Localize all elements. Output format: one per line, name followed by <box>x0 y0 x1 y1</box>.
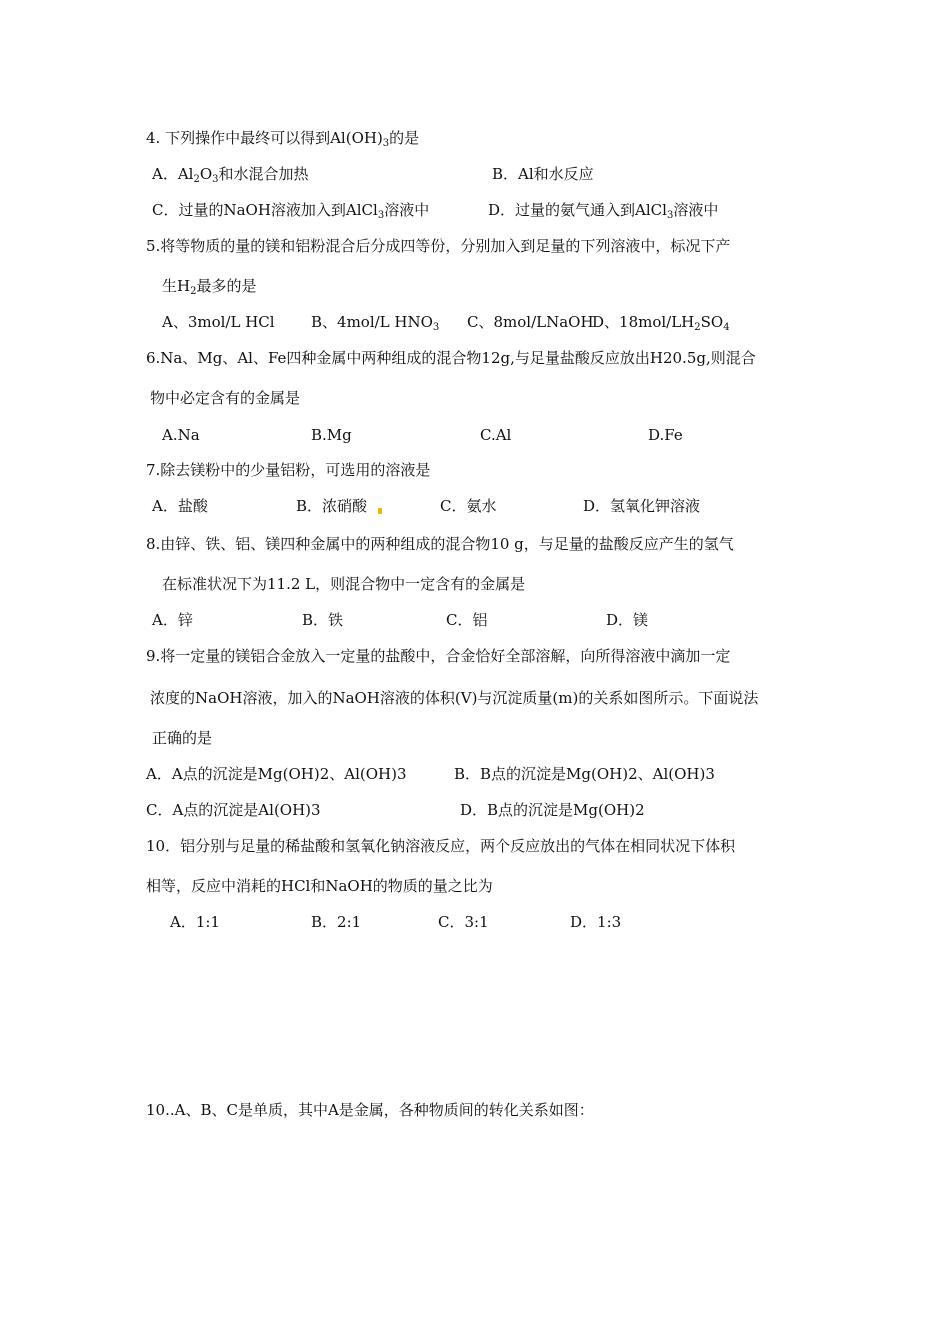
q4-option-d: D．过量的氨气通入到AlCl$_3$溶液中 <box>488 201 719 221</box>
q5-option-a: A、3mol/L HCl <box>162 313 275 331</box>
q9-option-c: C．A点的沉淀是Al(OH)3 <box>146 801 321 819</box>
q9-stem-line2: 浓度的NaOH溶液，加入的NaOH溶液的体积(V)与沉淀质量(m)的关系如图所示。下面说法 <box>150 689 759 707</box>
q8-option-c: C．铝 <box>446 611 488 629</box>
highlight-mark <box>378 508 382 514</box>
q10-stem-line2: 相等，反应中消耗的HCl和NaOH的物质的量之比为 <box>146 877 493 895</box>
q6-stem-line1: 6.Na、Mg、Al、Fe四种金属中两种组成的混合物12g,与足量盐酸反应放出H20.5g,则混合 <box>146 349 756 367</box>
q5-stem-line2: 生$H_2$最多的是 <box>162 277 257 297</box>
q9-option-b: B．B点的沉淀是Mg(OH)2、Al(OH)3 <box>454 765 715 783</box>
q5-option-b: B、4mol/L $HNO_3$ <box>311 313 440 333</box>
q6-stem-line2: 物中必定含有的金属是 <box>150 389 301 407</box>
q8-option-b: B．铁 <box>302 611 344 629</box>
q7-option-c: C．氨水 <box>440 497 497 515</box>
q7-option-d: D．氢氧化钾溶液 <box>583 497 701 515</box>
q10-option-c: C．3:1 <box>438 913 489 931</box>
q6-option-b: B.Mg <box>311 426 352 444</box>
q6-option-a: A.Na <box>162 426 200 444</box>
q9-option-d: D．B点的沉淀是Mg(OH)2 <box>460 801 645 819</box>
q8-stem-line1: 8.由锌、铁、铝、镁四种金属中的两种组成的混合物10 g，与足量的盐酸反应产生的氢气 <box>146 535 734 553</box>
q8-option-d: D．镁 <box>606 611 649 629</box>
q5-option-d: D、$18mol/LH_2SO_4$ <box>592 313 730 333</box>
q5-option-c: C、8mol/LNaOH <box>467 313 594 331</box>
q6-option-c: C.Al <box>480 426 512 444</box>
q10-option-a: A．1:1 <box>170 913 220 931</box>
q10-option-d: D．1:3 <box>570 913 622 931</box>
q4-option-a: A．$Al_2O_3$和水混合加热 <box>152 165 309 185</box>
q4-stem: 4. 下列操作中最终可以得到$Al(OH)_3$的是 <box>146 129 420 149</box>
q11-stem: 10..A、B、C是单质，其中A是金属，各种物质间的转化关系如图： <box>146 1101 594 1119</box>
q8-stem-line2: 在标准状况下为11.2 L，则混合物中一定含有的金属是 <box>162 575 526 593</box>
q4-option-c: C．过量的NaOH溶液加入到AlCl$_3$溶液中 <box>152 201 430 221</box>
q7-option-a: A．盐酸 <box>152 497 208 515</box>
q7-stem: 7.除去镁粉中的少量铝粉，可选用的溶液是 <box>146 461 431 479</box>
q10-stem-line1: 10．铝分别与足量的稀盐酸和氢氧化钠溶液反应，两个反应放出的气体在相同状况下体积 <box>146 837 736 855</box>
q8-option-a: A．锌 <box>152 611 193 629</box>
q4-option-b: B．Al和水反应 <box>492 165 594 183</box>
q7-option-b: B．浓硝酸 <box>296 497 368 515</box>
q10-option-b: B．2:1 <box>311 913 362 931</box>
q5-stem-line1: 5.将等物质的量的镁和铝粉混合后分成四等份，分别加入到足量的下列溶液中，标况下产 <box>146 237 731 255</box>
q9-option-a: A．A点的沉淀是Mg(OH)2、Al(OH)3 <box>146 765 407 783</box>
q6-option-d: D.Fe <box>648 426 683 444</box>
q9-stem-line1: 9.将一定量的镁铝合金放入一定量的盐酸中，合金恰好全部溶解，向所得溶液中滴加一定 <box>146 647 731 665</box>
q9-stem-line3: 正确的是 <box>152 729 213 747</box>
